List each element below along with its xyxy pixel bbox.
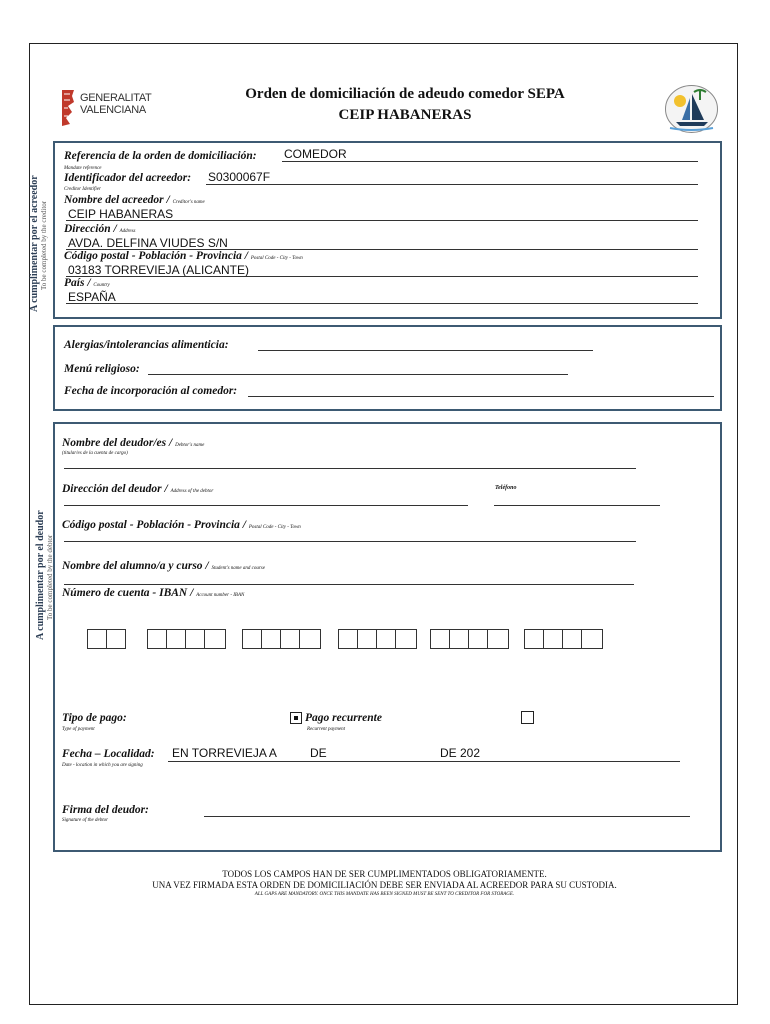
address-value[interactable]: AVDA. DELFINA VIUDES S/N: [68, 236, 228, 250]
debtor-address-sublabel: Address of the debtor: [170, 489, 214, 494]
creditor-name-value[interactable]: CEIP HABANERAS: [68, 207, 174, 221]
creditor-side-label: [29, 175, 40, 312]
iban-label-text: Número de cuenta - IBAN /: [62, 587, 194, 599]
postal-sublabel: Postal Code - City - Town: [250, 256, 303, 261]
debtor-postal-field[interactable]: [64, 541, 636, 542]
one-off-payment-checkbox[interactable]: [521, 711, 534, 724]
postal-value[interactable]: 03183 TORREVIEJA (ALICANTE): [68, 263, 249, 277]
creditor-section: [53, 141, 722, 319]
recurrent-payment-sublabel: Recurrent payment: [307, 727, 345, 732]
debtor-address-label: [62, 483, 213, 495]
mandate-ref-label: Referencia de la orden de domiciliación:: [64, 150, 257, 162]
country-value[interactable]: ESPAÑA: [68, 290, 116, 304]
date-month-prefix: DE: [310, 746, 327, 760]
start-date-label: Fecha de incorporación al comedor:: [64, 385, 238, 397]
footer-english-notice: ALL GAPS ARE MANDATORY. ONCE THIS MANDATE HAS BEEN SIGNED MUST BE SENT TO CREDITOR FOR STORAGE.: [254, 892, 515, 897]
creditor-name-label: [64, 194, 205, 206]
creditor-side-title: A cumplimentar por el acreedor: [29, 175, 40, 312]
date-year-prefix: DE 202: [440, 746, 481, 760]
school-sailboat-logo-icon: [664, 84, 719, 134]
student-field[interactable]: [64, 584, 634, 585]
religious-menu-field[interactable]: [148, 374, 568, 375]
country-sublabel: Country: [93, 283, 110, 288]
creditor-side-subtitle: To be completed by the creditor: [40, 200, 48, 290]
date-place-value[interactable]: EN TORREVIEJA A: [172, 746, 277, 760]
signature-label: Firma del deudor:: [62, 804, 149, 816]
postal-label-text: Código postal - Población - Provincia /: [64, 250, 248, 262]
religious-menu-label: Menú religioso:: [64, 363, 140, 375]
signature-sublabel: Signature of the debtor: [62, 818, 109, 823]
debtor-side-sublabel: [46, 535, 54, 620]
allergies-label: Alergias/intolerancias alimenticia:: [64, 339, 229, 351]
diet-section: [53, 325, 722, 411]
footer-mandatory-notice: TODOS LOS CAMPOS HAN DE SER CUMPLIMENTADOS OBLIGATORIAMENTE.: [222, 869, 547, 879]
iban-group-1[interactable]: [87, 629, 126, 649]
mandate-ref-sublabel: Mandate reference: [64, 166, 102, 171]
creditor-name-label-text: Nombre del acreedor /: [64, 194, 170, 206]
date-place-sublabel: Date - location in which you are signing: [62, 763, 143, 768]
generalitat-emblem-icon: [60, 88, 76, 128]
form-title: Orden de domiciliación de adeudo comedor SEPA: [245, 86, 565, 102]
debtor-side-label: [35, 510, 46, 640]
debtor-side-title: A cumplimentar por el deudor: [35, 510, 46, 640]
iban-group-3[interactable]: [242, 629, 321, 649]
debtor-name-sublabel: Debtor's name: [175, 443, 205, 448]
iban-label: [62, 587, 244, 599]
debtor-name-note: (titular/es de la cuenta de cargo): [62, 451, 128, 456]
creditor-id-sublabel: Creditor Identifier: [64, 187, 101, 192]
debtor-postal-label: [62, 519, 301, 531]
country-line: [66, 303, 698, 304]
iban-group-6[interactable]: [524, 629, 603, 649]
student-sublabel: Student's name and course: [211, 566, 265, 571]
creditor-name-sublabel: Creditor's name: [172, 200, 205, 205]
debtor-postal-label-text: Código postal - Población - Provincia /: [62, 519, 246, 531]
recurrent-payment-label: Pago recurrente: [305, 712, 382, 724]
address-label: [64, 223, 136, 235]
debtor-name-label-text: Nombre del deudor/es /: [62, 437, 173, 449]
creditor-side-sublabel: [40, 201, 48, 290]
debtor-address-field[interactable]: [64, 505, 468, 506]
payment-type-sublabel: Type of payment: [62, 727, 95, 732]
student-label: [62, 560, 265, 572]
postal-label: [64, 250, 303, 262]
generalitat-logo: [60, 88, 175, 132]
creditor-id-line: [206, 184, 698, 185]
postal-line: [66, 276, 698, 277]
org-name-line1: GENERALITAT: [80, 92, 152, 104]
creditor-id-value[interactable]: S0300067F: [208, 170, 271, 184]
debtor-side-subtitle: To be completed by the debtor: [46, 534, 54, 620]
creditor-id-label: Identificador del acreedor:: [64, 172, 192, 184]
mandate-ref-value[interactable]: COMEDOR: [284, 147, 347, 161]
recurrent-payment-checkbox[interactable]: [290, 712, 302, 724]
debtor-name-field[interactable]: [64, 468, 636, 469]
address-sublabel: Address: [119, 229, 136, 234]
country-label: [64, 277, 110, 289]
payment-type-label: Tipo de pago:: [62, 712, 127, 724]
date-place-line: [168, 761, 680, 762]
iban-group-4[interactable]: [338, 629, 417, 649]
debtor-postal-sublabel: Postal Code - City - Town: [248, 525, 301, 530]
iban-sublabel: Account number - IBAN: [196, 593, 245, 598]
footer-custody-notice: UNA VEZ FIRMADA ESTA ORDEN DE DOMICILIACIÓN DEBE SER ENVIADA AL ACREEDOR PARA SU CUSTODIA.: [152, 880, 617, 890]
phone-label: Teléfono: [495, 485, 517, 491]
debtor-name-label: [62, 437, 204, 449]
start-date-field[interactable]: [248, 396, 714, 397]
address-label-text: Dirección /: [64, 223, 117, 235]
phone-field[interactable]: [494, 505, 660, 506]
creditor-name-line: [66, 220, 698, 221]
debtor-address-label-text: Dirección del deudor /: [62, 483, 168, 495]
student-label-text: Nombre del alumno/a y curso /: [62, 560, 209, 572]
allergies-field[interactable]: [258, 350, 593, 351]
date-place-label: Fecha – Localidad:: [62, 748, 155, 760]
org-name-line2: VALENCIANA: [80, 104, 146, 116]
mandate-ref-line: [282, 161, 698, 162]
iban-group-5[interactable]: [430, 629, 509, 649]
school-title: CEIP HABANERAS: [338, 107, 472, 123]
checkbox-checked-mark-icon: [294, 716, 298, 720]
country-label-text: País /: [64, 277, 91, 289]
iban-group-2[interactable]: [147, 629, 226, 649]
signature-field[interactable]: [204, 816, 690, 817]
